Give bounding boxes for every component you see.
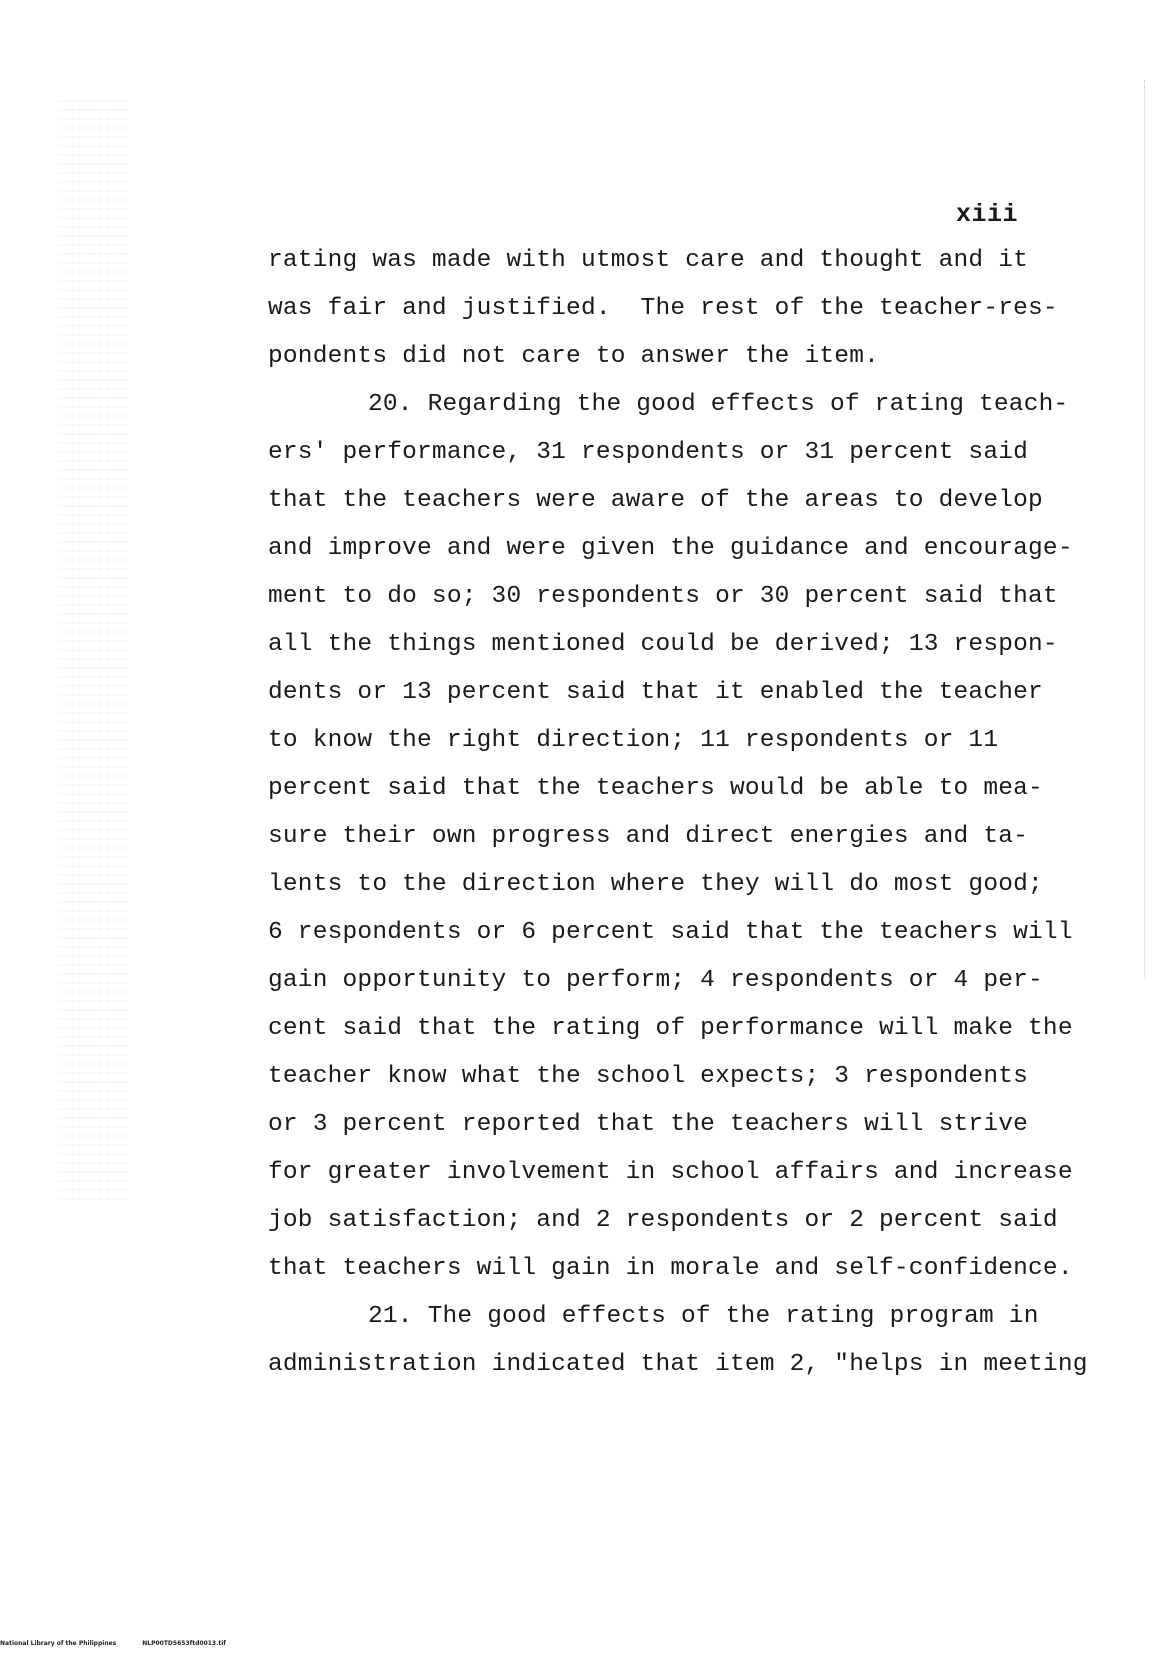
body-text	[268, 237, 1088, 1389]
text-line: was fair and justified. The rest of the teacher-res-	[268, 295, 1058, 322]
text-line: that teachers will gain in morale and self-confidence.	[268, 1255, 1073, 1282]
binding-shadow	[58, 100, 128, 1200]
footer-library: National Library of the Philippines	[0, 1640, 117, 1647]
text-line: dents or 13 percent said that it enabled the teacher	[268, 679, 1043, 706]
text-line: teacher know what the school expects; 3 respondents	[268, 1063, 1029, 1090]
text-line: 6 respondents or 6 percent said that the teachers will	[268, 919, 1073, 946]
footer-file: NLP00TD5653ftd0013.tif	[142, 1640, 226, 1647]
text-line: rating was made with utmost care and thought and it	[268, 247, 1029, 274]
text-line: ers' performance, 31 respondents or 31 percent said	[268, 439, 1029, 466]
text-line: administration indicated that item 2, "helps in meeting	[268, 1351, 1088, 1378]
paragraph-21-start: 21. The good effects of the rating program in	[368, 1303, 1039, 1330]
text-line: percent said that the teachers would be able to mea-	[268, 775, 1043, 802]
text-line: all the things mentioned could be derived; 13 respon-	[268, 631, 1058, 658]
text-line: and improve and were given the guidance and encourage-	[268, 535, 1073, 562]
text-line: pondents did not care to answer the item.	[268, 343, 879, 370]
paragraph-20-start: 20. Regarding the good effects of rating teach-	[368, 391, 1069, 418]
text-line: for greater involvement in school affairs and increase	[268, 1159, 1073, 1186]
page-edge	[1144, 80, 1146, 980]
text-line: job satisfaction; and 2 respondents or 2 percent said	[268, 1207, 1058, 1234]
text-line: sure their own progress and direct energies and ta-	[268, 823, 1029, 850]
text-line: ment to do so; 30 respondents or 30 percent said that	[268, 583, 1058, 610]
text-line: lents to the direction where they will do most good;	[268, 871, 1043, 898]
text-line: that the teachers were aware of the areas to develop	[268, 487, 1043, 514]
text-line: gain opportunity to perform; 4 respondents or 4 per-	[268, 967, 1043, 994]
text-line: to know the right direction; 11 respondents or 11	[268, 727, 999, 754]
text-line: or 3 percent reported that the teachers will strive	[268, 1111, 1029, 1138]
text-line: cent said that the rating of performance will make the	[268, 1015, 1073, 1042]
scan-footer	[0, 1640, 252, 1647]
page-number: xiii	[955, 200, 1018, 229]
